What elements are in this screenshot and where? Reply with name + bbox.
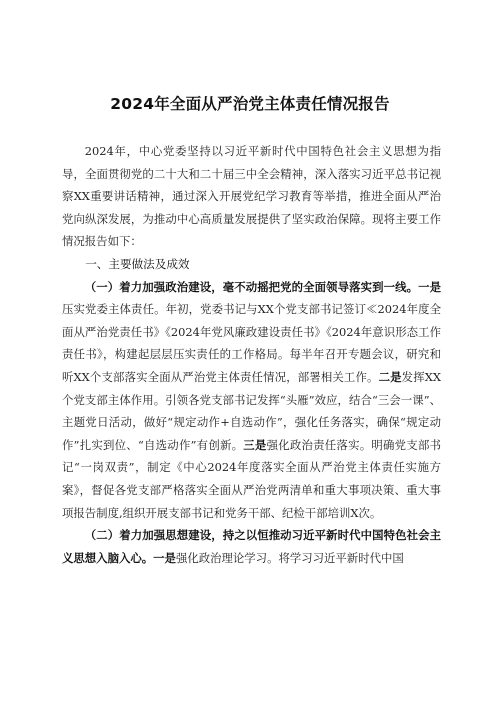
- point-lead: 一是: [418, 279, 441, 294]
- section-heading: 一、主要做法及成效: [85, 256, 190, 271]
- point-lead: 二是: [378, 369, 402, 384]
- point-text: 强化政治责任落实。明确党支部书记“一岗双责”，制定《中心2024年度落实全面从严治党主体责任实施方案》，督促各党支部严格落实全面从严治党两清单和重大事项决策、重大事项报告制度,组织开展支部书记和党务干部、纪检干部培训X次。: [62, 437, 441, 520]
- point-text: 发挥XX个党支部主体作用。引领各党支部书记发挥“头雁”效应，结合“三会一课”、主题党日活动，做好“规定动作+自选动作”，强化任务落实，确保“规定动作”扎实到位、“自选动作”有创新。: [62, 369, 441, 452]
- point-text: 压实党委主体责任。年初，党委书记与XX个党支部书记签订≪2024年度全面从严治党责任书》《2024年党风廉政建设责任书》《2024年意识形态工作责任书》，构建起层层压实责任的工作格局。每半年召开专题会议，研究和听XX个支部落实全面从严治党主体责任情况，部署相关工作。: [62, 302, 441, 384]
- point-lead: 一是: [153, 550, 176, 565]
- point-lead: 三是: [243, 437, 267, 452]
- intro-paragraph: 2024年，中心党委坚持以习近平新时代中国特色社会主义思想为指导，全面贯彻党的二十大和二十届三中全会精神，深入落实习近平总书记视察XX重要讲话精神，通过深入开展党纪学习教育等举措，推进全面从严治党向纵深发展，为推动中心高质量发展提供了坚实政治保障。现将主要工作情况报告如下：: [62, 144, 441, 249]
- subsection-2-paragraph: [62, 524, 441, 569]
- document-body: [62, 140, 441, 569]
- document-title: 2024年全面从严治党主体责任情况报告: [110, 95, 390, 113]
- subsection-2-heading: （二）着力加强思想建设，持之以恒推动习近平新时代中国特色社会主义思想入脑入心。: [62, 528, 441, 565]
- subsection-1-heading: （一）着力加强政治建设，毫不动摇把党的全面领导落实到一线。: [84, 279, 419, 294]
- point-text: 强化政治理论学习。将学习习近平新时代中国: [175, 550, 404, 565]
- subsection-1-paragraph: [62, 276, 441, 525]
